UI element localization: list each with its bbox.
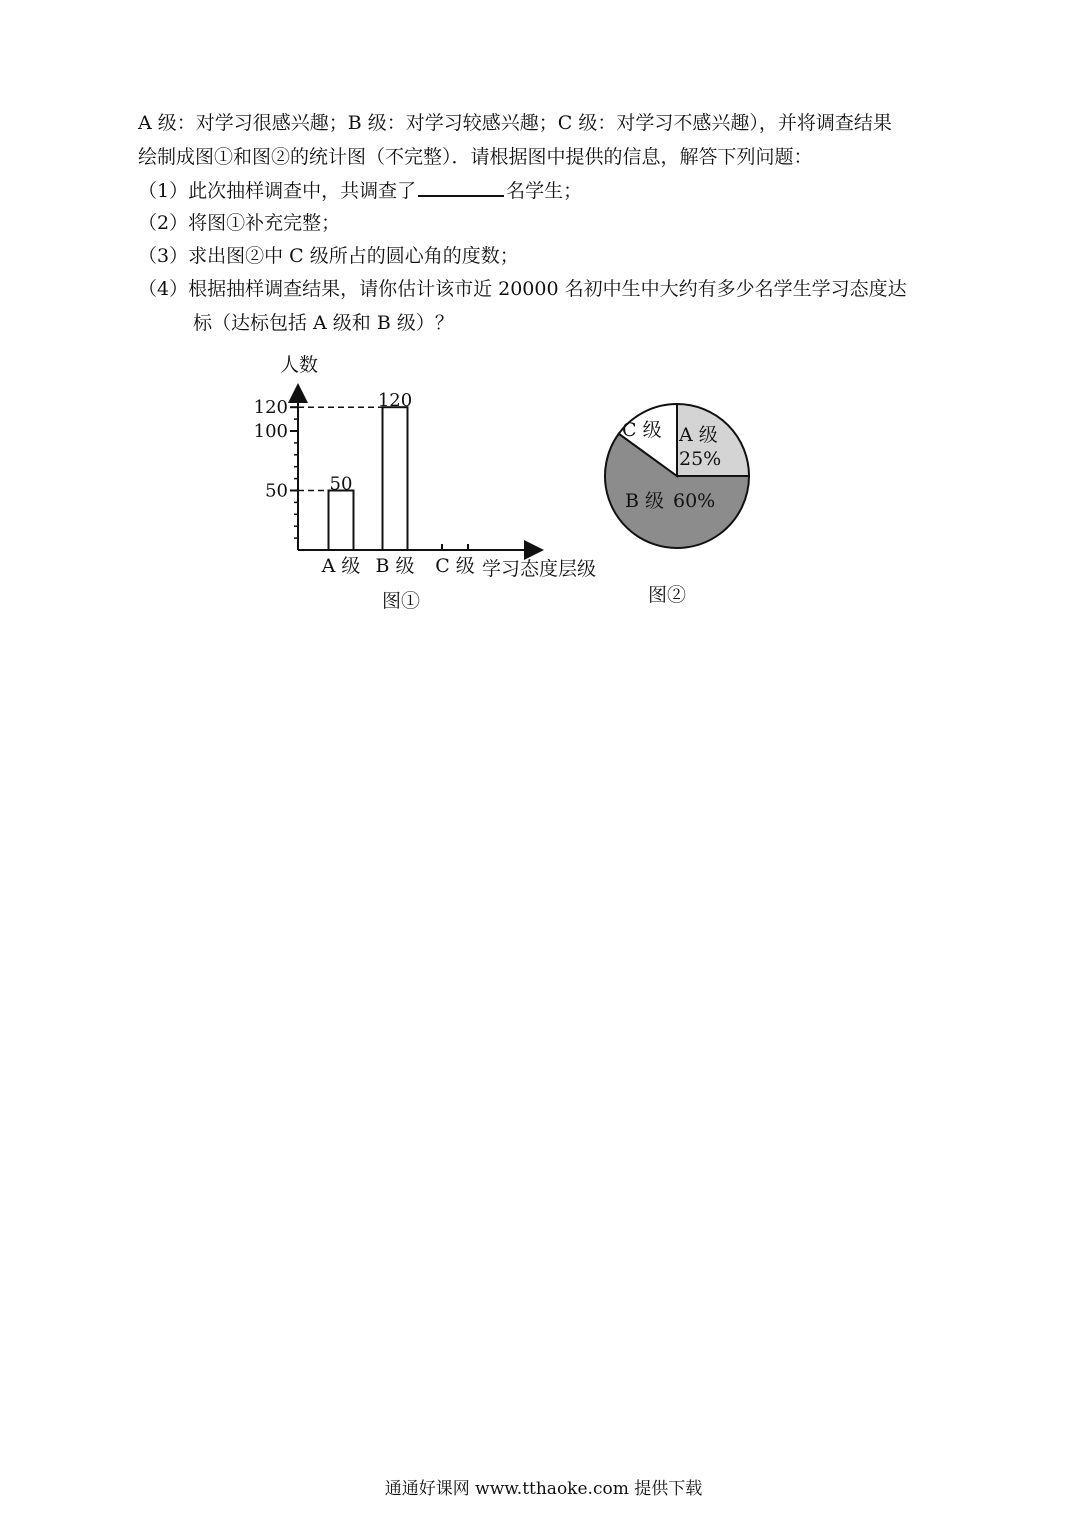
y-tick-label-50: 50 [265,480,288,502]
question-4-line-2: 标（达标包括 A 级和 B 级）？ [193,312,454,334]
y-axis-label: 人数 [280,354,319,376]
x-tick-label-1: A 级 [321,555,361,577]
intro-line-1: A 级：对学习很感兴趣；B 级：对学习较感兴趣；C 级：对学习不感兴趣），并将调查结果 [138,112,892,134]
question-1 [138,177,582,204]
pie-chart [595,395,765,610]
bar-chart [250,345,610,615]
pie-percent-1: 25% [679,448,722,470]
bar-value-label-1: 50 [329,473,353,495]
question-1-suffix: 名学生； [506,180,583,202]
pie-label-3: C 级 [622,419,662,441]
y-tick-label-100: 100 [253,421,288,442]
y-tick-label-120: 120 [253,397,288,419]
answer-blank [418,177,504,197]
pie-label-2: B 级 [625,490,665,512]
question-1-text: （1）此次抽样调查中，共调查了 [138,180,417,202]
pie-label-1: A 级 [679,424,718,446]
pie-percent-2: 60% [673,490,716,512]
bar-1 [329,491,354,551]
intro-line-2: 绘制成图①和图②的统计图（不完整）．请根据图中提供的信息，解答下列问题： [138,146,813,168]
bar-2 [383,407,408,550]
figure-2-caption: 图② [648,584,687,606]
question-3: （3）求出图②中 C 级所占的圆心角的度数； [138,245,519,267]
x-tick-label-2: B 级 [375,555,415,577]
figure-1-caption: 图① [382,590,421,612]
bar-value-label-2: 120 [377,390,413,412]
question-2: （2）将图①补充完整； [138,212,341,234]
question-4-line-1: （4）根据抽样调查结果，请你估计该市近 20000 名初中生中大约有多少名学生学习态度达 [138,278,907,300]
x-axis-label: 学习态度层级 [482,558,597,580]
footer-text: 通通好课网 www.tthaoke.com 提供下载 [384,1479,703,1499]
x-tick-label-3: C 级 [435,555,475,577]
